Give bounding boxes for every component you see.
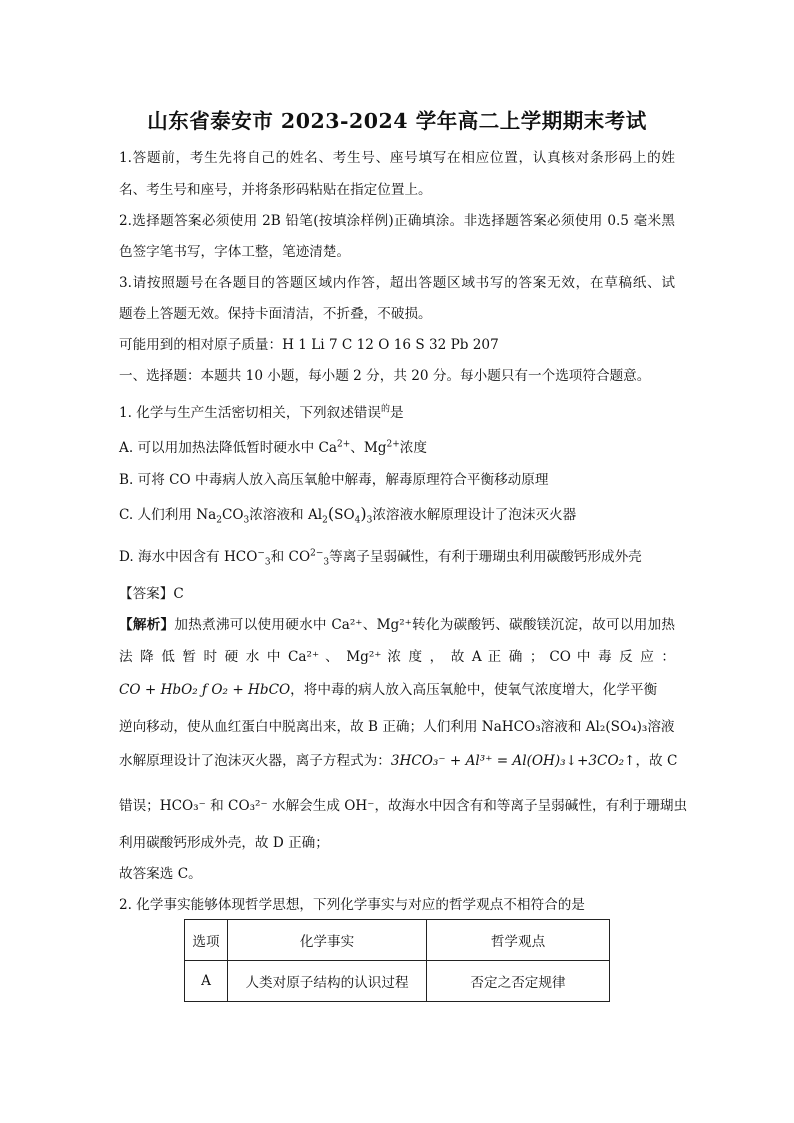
q1-explanation-3: CO + HbO₂ ƒ O₂ + HbCO，将中毒的病人放入高压氧舱中，使氧气浓度增大，化学平衡 — [119, 682, 658, 698]
table-header-cell: 哲学观点 — [427, 920, 610, 961]
table-cell: 人类对原子结构的认识过程 — [228, 961, 427, 1002]
instruction-2b: 色签字笔书写，字体工整，笔迹清楚。 — [119, 244, 351, 260]
q1-explanation-1: 【解析】加热煮沸可以使用硬水中 Ca²⁺、Mg²⁺转化为碳酸钙、碳酸镁沉淀，故可以用加热 — [119, 617, 675, 633]
q1-option-b: B. 可将 CO 中毒病人放入高压氧舱中解毒，解毒原理符合平衡移动原理 — [119, 472, 549, 488]
q1-option-a: A. 可以用加热法降低暂时硬水中 $Ca^{2+}$、$Mg^{2+}$浓度 — [119, 439, 427, 456]
section-heading: 一、选择题：本题共 10 小题，每小题 2 分，共 20 分。每小题只有一个选项符合题意。 — [119, 368, 651, 384]
q1-answer: 【答案】C — [119, 586, 184, 602]
q1-option-d: D. 海水中因含有 $HCO^-_3$和 $CO^{2-}_3$等离子呈弱碱性，有利于珊瑚虫利用碳酸钙形成外壳 — [119, 548, 642, 568]
table-cell: A — [185, 961, 228, 1002]
instruction-1b: 名、考生号和座号，并将条形码粘贴在指定位置上。 — [119, 182, 432, 198]
instruction-3b: 题卷上答题无效。保持卡面清洁，不折叠，不破损。 — [119, 306, 432, 322]
atomic-masses: 可能用到的相对原子质量：H 1 Li 7 C 12 O 16 S 32 Pb 207 — [119, 337, 499, 353]
q1-option-c: C. 人们利用 $Na_2CO_3$浓溶液和 $Al_2(SO_4)_3$浓溶液水解原理设计了泡沫灭火器 — [119, 504, 577, 526]
table-cell: 否定之否定规律 — [427, 961, 610, 1002]
q1-explanation-7: 利用碳酸钙形成外壳，故 D 正确； — [119, 835, 329, 851]
page-title: 山东省泰安市 2023-2024 学年高二上学期期末考试 — [147, 109, 647, 133]
table-row — [185, 961, 610, 1002]
q2-stem: 2. 化学事实能够体现哲学思想，下列化学事实与对应的哲学观点不相符合的是 — [119, 897, 585, 913]
table-header-cell: 化学事实 — [228, 920, 427, 961]
table-header-cell: 选项 — [185, 920, 228, 961]
q1-explanation-4: 逆向移动，使从血红蛋白中脱离出来，故 B 正确；人们利用 NaHCO₃溶液和 Al₂(SO₄)₃溶液 — [119, 719, 675, 735]
q1-stem: 1. 化学与生产生活密切相关，下列叙述错误$^的$是 — [119, 404, 404, 421]
instruction-2a: 2.选择题答案必须使用 2B 铅笔(按填涂样例)正确填涂。非选择题答案必须使用 0.5 毫米黑 — [119, 213, 675, 229]
q2-table — [184, 919, 610, 1002]
instruction-3a: 3.请按照题号在各题目的答题区域内作答，超出答题区域书写的答案无效，在草稿纸、试 — [119, 275, 675, 291]
q1-conclusion: 故答案选 C。 — [119, 866, 202, 882]
instruction-1a: 1.答题前，考生先将自己的姓名、考生号、座号填写在相应位置，认真核对条形码上的姓 — [119, 150, 675, 166]
table-header-row — [185, 920, 610, 961]
q1-explanation-2: 法 降 低 暂 时 硬 水 中 Ca²⁺ 、 Mg²⁺ 浓 度 ， 故 A 正 确 ； CO 中 毒 反 应 ： — [119, 649, 675, 665]
q1-explanation-6: 错误；HCO₃⁻ 和 CO₃²⁻ 水解会生成 OH⁻，故海水中因含有和等离子呈弱碱性，有利于珊瑚虫 — [119, 798, 688, 814]
q1-explanation-5: 水解原理设计了泡沫灭火器，离子方程式为：3HCO₃⁻ + Al³⁺ = Al(OH)₃↓+3CO₂↑，故 C — [119, 753, 678, 769]
